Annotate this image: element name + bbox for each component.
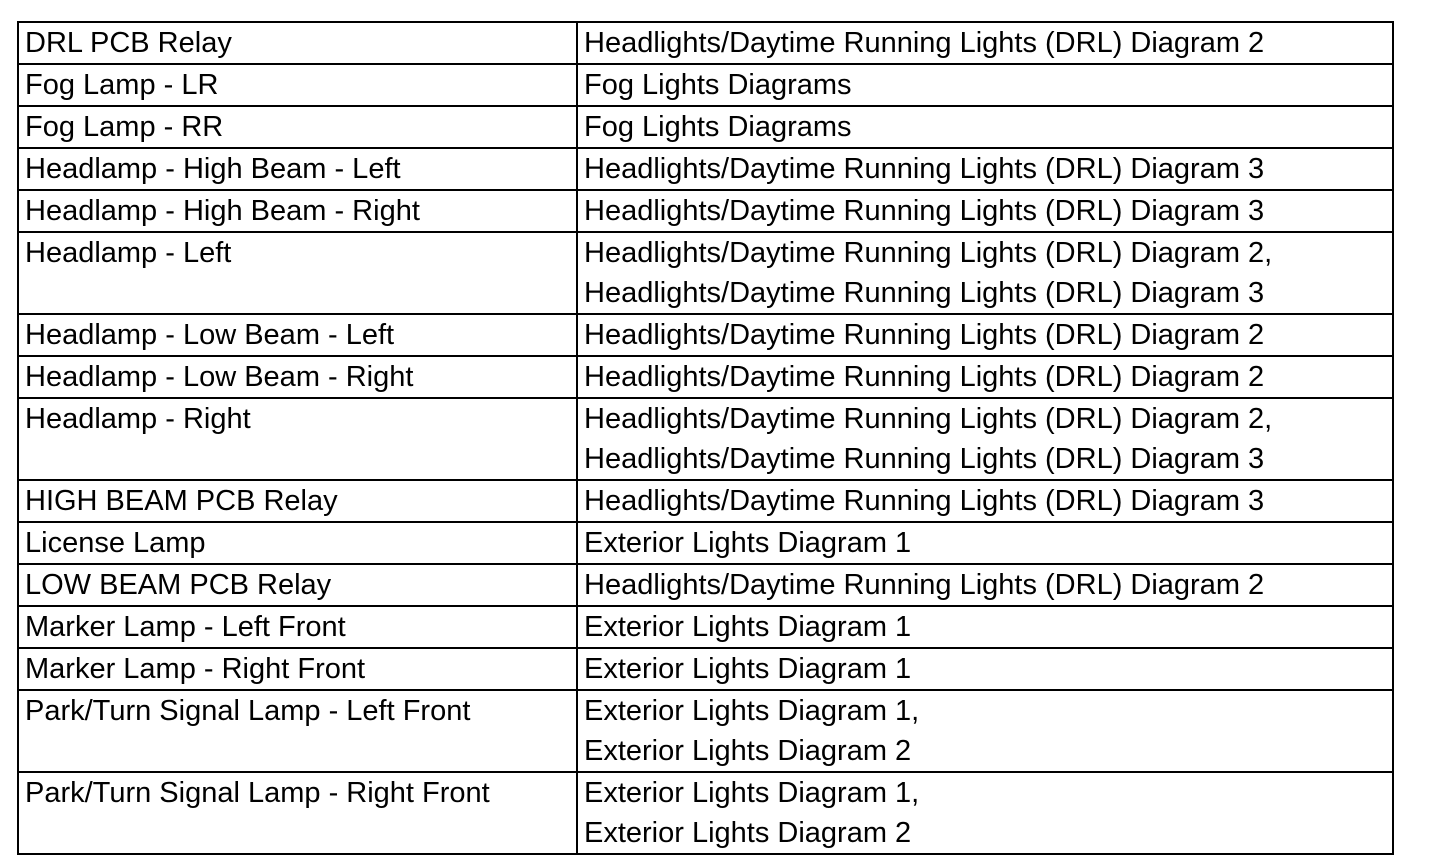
component-name-cell: Headlamp - Left [18,232,577,314]
diagram-reference: Headlights/Daytime Running Lights (DRL) Diagram 2 [584,27,1265,59]
table-row [18,106,1393,148]
component-name-cell: Headlamp - Low Beam - Right [18,356,577,398]
component-name-cell: License Lamp [18,522,577,564]
diagram-reference-cell [577,564,1393,606]
diagram-reference-cell [577,190,1393,232]
diagram-reference: Headlights/Daytime Running Lights (DRL) Diagram 2, [584,237,1273,269]
diagram-reference: Fog Lights Diagrams [584,69,852,101]
diagram-reference-cell [577,772,1393,854]
diagram-reference-cell [577,480,1393,522]
diagram-reference-cell [577,398,1393,480]
diagram-reference: Headlights/Daytime Running Lights (DRL) Diagram 3 [584,443,1265,475]
diagram-reference-cell [577,356,1393,398]
component-name-cell: DRL PCB Relay [18,22,577,64]
component-name-cell: Headlamp - Right [18,398,577,480]
component-name-cell: Marker Lamp - Right Front [18,648,577,690]
diagram-reference: Headlights/Daytime Running Lights (DRL) Diagram 3 [584,195,1265,227]
diagram-reference: Exterior Lights Diagram 1, [584,695,920,727]
component-name-cell: Marker Lamp - Left Front [18,606,577,648]
diagram-reference: Exterior Lights Diagram 2 [584,735,912,767]
diagram-reference: Headlights/Daytime Running Lights (DRL) Diagram 2 [584,361,1265,393]
component-name-cell: LOW BEAM PCB Relay [18,564,577,606]
diagram-reference: Exterior Lights Diagram 1, [584,777,920,809]
diagram-reference-cell [577,106,1393,148]
component-name-cell: Park/Turn Signal Lamp - Left Front [18,690,577,772]
table-row [18,606,1393,648]
table-row [18,64,1393,106]
diagram-reference: Exterior Lights Diagram 2 [584,817,912,849]
component-name-cell: HIGH BEAM PCB Relay [18,480,577,522]
diagram-reference-cell [577,648,1393,690]
diagram-reference-cell [577,690,1393,772]
table-body [18,22,1393,854]
diagram-reference-cell [577,522,1393,564]
diagram-reference: Headlights/Daytime Running Lights (DRL) Diagram 3 [584,485,1265,517]
table-row [18,148,1393,190]
table-row [18,190,1393,232]
table-row [18,480,1393,522]
diagram-reference: Headlights/Daytime Running Lights (DRL) Diagram 2 [584,319,1265,351]
component-name-cell: Headlamp - High Beam - Left [18,148,577,190]
diagram-reference-cell [577,64,1393,106]
component-name-cell: Park/Turn Signal Lamp - Right Front [18,772,577,854]
table-row [18,564,1393,606]
table-row [18,356,1393,398]
diagram-reference: Exterior Lights Diagram 1 [584,653,912,685]
diagram-reference: Headlights/Daytime Running Lights (DRL) Diagram 2, [584,403,1273,435]
component-name-cell: Fog Lamp - LR [18,64,577,106]
diagram-reference-cell [577,314,1393,356]
table-row [18,398,1393,480]
table-row [18,648,1393,690]
diagram-reference: Headlights/Daytime Running Lights (DRL) Diagram 3 [584,277,1265,309]
table-row [18,772,1393,854]
table-row [18,232,1393,314]
component-name-cell: Headlamp - Low Beam - Left [18,314,577,356]
table-row [18,314,1393,356]
table-row [18,22,1393,64]
diagram-reference: Headlights/Daytime Running Lights (DRL) Diagram 3 [584,153,1265,185]
component-name-cell: Fog Lamp - RR [18,106,577,148]
table-row [18,690,1393,772]
diagram-reference-cell [577,606,1393,648]
diagram-reference: Exterior Lights Diagram 1 [584,527,912,559]
diagram-reference: Headlights/Daytime Running Lights (DRL) Diagram 2 [584,569,1265,601]
diagram-reference: Exterior Lights Diagram 1 [584,611,912,643]
diagram-reference: Fog Lights Diagrams [584,111,852,143]
diagram-reference-cell [577,22,1393,64]
diagram-reference-cell [577,232,1393,314]
table-row [18,522,1393,564]
diagram-reference-cell [577,148,1393,190]
component-diagram-table [17,21,1394,855]
component-name-cell: Headlamp - High Beam - Right [18,190,577,232]
